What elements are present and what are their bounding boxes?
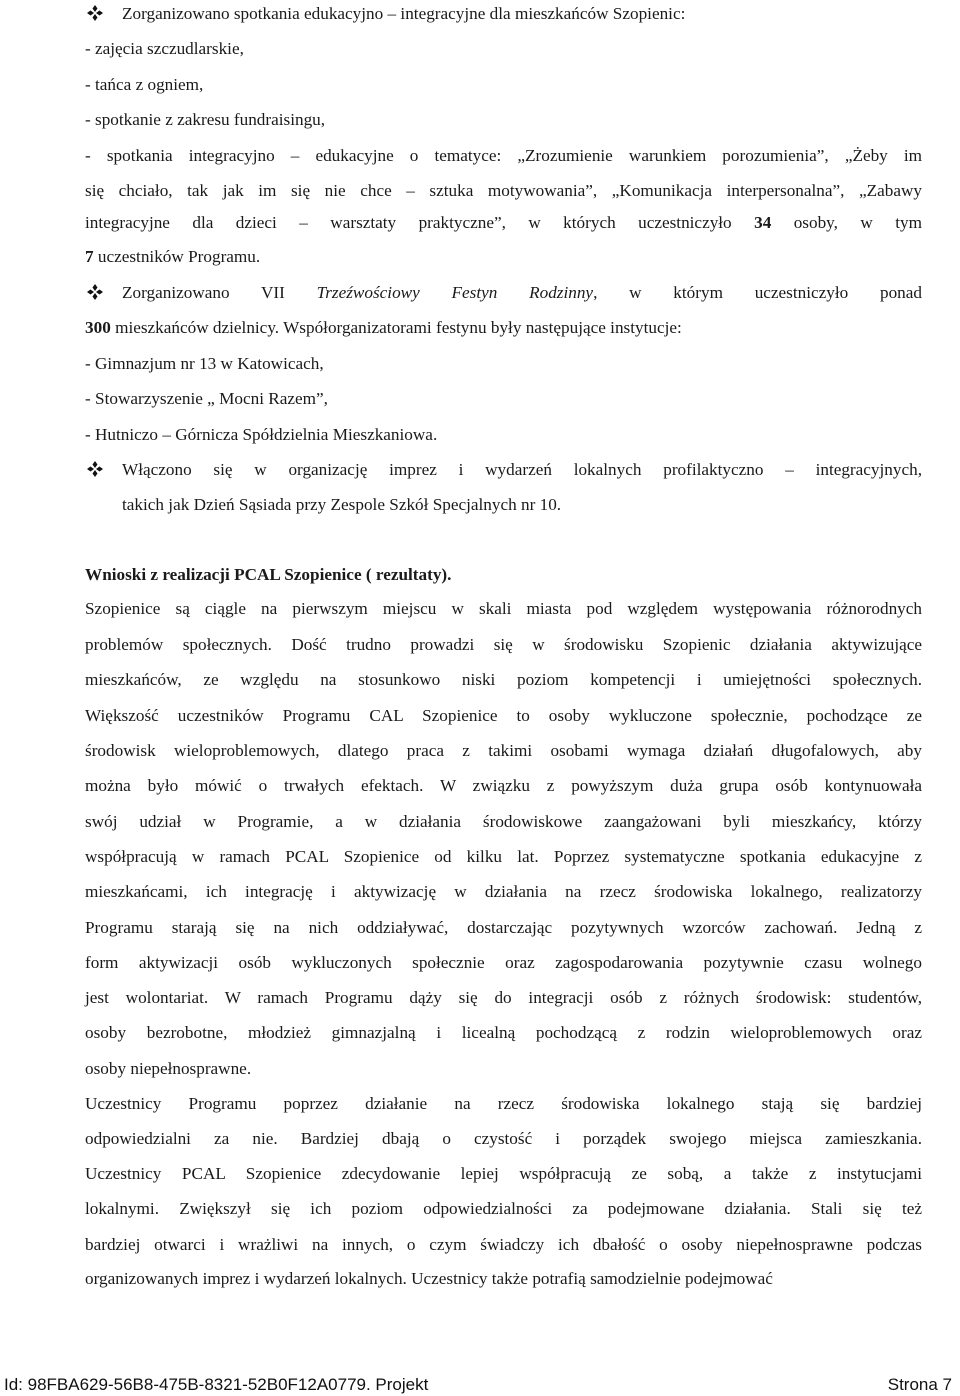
count-value: 7 [85,247,94,266]
paragraph-line: odpowiedzialni za nie. Bardziej dbają o czystość i porządek swojego miejsca zamieszkania. [85,1129,922,1148]
paragraph-line: Uczestnicy PCAL Szopienice zdecydowanie lepiej współpracują ze sobą, a także z instytucjami [85,1164,922,1183]
paragraph-line: środowisk wieloproblemowych, dlatego praca z takimi osobami wymaga działań długofalowych, aby [85,741,922,760]
bullet-text-meetings: Zorganizowano spotkania edukacyjno – integracyjne dla mieszkańców Szopienic: [122,4,686,23]
text-run: integracyjne dla dzieci – warsztaty praktyczne”, w których uczestniczyło [85,213,755,232]
paragraph-line: mieszkańcami, ich integrację i aktywizację w działania na rzecz środowiska lokalnego, realizatorzy [85,882,922,901]
section-heading: Wnioski z realizacji PCAL Szopienice ( rezultaty). [85,565,452,584]
text-line [85,246,922,268]
list-item: - zajęcia szczudlarskie, [85,39,244,58]
bullet-text-festival [122,282,922,304]
four-diamond-bullet-icon [86,4,104,22]
paragraph-line: Programu starają się na nich oddziaływać, dostarczając pozytywnych wzorców zachowań. Jedną z [85,918,922,937]
text-run: , w którym uczestniczyło ponad [593,283,922,302]
paragraph-line: form aktywizacji osób wykluczonych społecznie oraz zagospodarowania pozytywnie czasu wolnego [85,953,922,972]
four-diamond-bullet-icon [86,460,104,478]
footer-page-number: Strona 7 [887,1375,952,1394]
list-item: - Gimnazjum nr 13 w Katowicach, [85,354,324,373]
count-value: 300 [85,318,111,337]
text-line [85,317,922,339]
text-run: Zorganizowano VII [122,283,317,302]
paragraph-line: mieszkańców, ze względu na stosunkowo niski poziom kompetencji i umiejętności społecznych. [85,670,922,689]
paragraph-line: osoby niepełnosprawne. [85,1059,252,1078]
list-item: - tańca z ogniem, [85,75,204,94]
paragraph-line: jest wolontariat. W ramach Programu dąży się do integracji osób z różnych środowisk: studentów, [85,988,922,1007]
festival-name: Trzeźwościowy Festyn Rodzinny [316,283,594,302]
four-diamond-bullet-icon [86,283,104,301]
paragraph-line: osoby bezrobotne, młodzież gimnazjalną i licealną pochodzącą z rodzin wieloproblemowych oraz [85,1023,922,1042]
paragraph-line: współpracują w ramach PCAL Szopienice od kilku lat. Poprzez systematyczne spotkania edukacyjne z [85,847,922,866]
footer-document-id: Id: 98FBA629-56B8-475B-8321-52B0F12A0779. Projekt [4,1375,429,1394]
text-line [85,212,922,234]
paragraph-line: Szopienice są ciągle na pierwszym miejscu w skali miasta pod względem występowania różnorodnych [85,599,922,618]
text-line: takich jak Dzień Sąsiada przy Zespole Szkół Specjalnych nr 10. [122,495,562,514]
text-run: mieszkańców dzielnicy. Współorganizatorami festynu były następujące instytucje: [110,318,682,337]
text-line: się chciało, tak jak im się nie chce – sztuka motywowania”, „Komunikacja interpersonalna”, „Zabawy [85,181,922,200]
paragraph-line: można było mówić o trwałych efektach. W związku z powyższym duża grupa osób kontynuowała [85,776,922,795]
paragraph-line: bardziej otwarci i wrażliwi na innych, o czym świadczy ich dbałość o osoby niepełnosprawne podczas [85,1235,922,1254]
paragraph-line: swój udział w Programie, a w działania środowiskowe zaangażowani byli mieszkańcy, którzy [85,812,922,831]
list-item: - spotkania integracyjno – edukacyjne o tematyce: „Zrozumienie warunkiem porozumienia”, „Żeby im [85,146,922,165]
paragraph-line: Większość uczestników Programu CAL Szopienice to osoby wykluczone społecznie, pochodzące ze [85,706,922,725]
count-value: 34 [754,213,772,232]
paragraph-line: Uczestnicy Programu poprzez działanie na rzecz środowiska lokalnego stają się bardziej [85,1094,922,1113]
list-item: - spotkanie z zakresu fundraisingu, [85,110,326,129]
list-item: - Stowarzyszenie „ Mocni Razem”, [85,389,328,408]
paragraph-line: problemów społecznych. Dość trudno prowadzi się w środowisku Szopienic działania aktywizujące [85,635,922,654]
list-item: - Hutniczo – Górnicza Spółdzielnia Mieszkaniowa. [85,425,438,444]
text-run: osoby, w tym [771,213,922,232]
text-run: uczestników Programu. [93,247,261,266]
paragraph-line: organizowanych imprez i wydarzeń lokalnych. Uczestnicy także potrafią samodzielnie podejmować [85,1269,773,1288]
paragraph-line: lokalnymi. Zwiększył się ich poziom odpowiedzialności za podejmowane działania. Stali się też [85,1199,922,1218]
bullet-text-events: Włączono się w organizację imprez i wydarzeń lokalnych profilaktyczno – integracyjnych, [122,460,922,479]
